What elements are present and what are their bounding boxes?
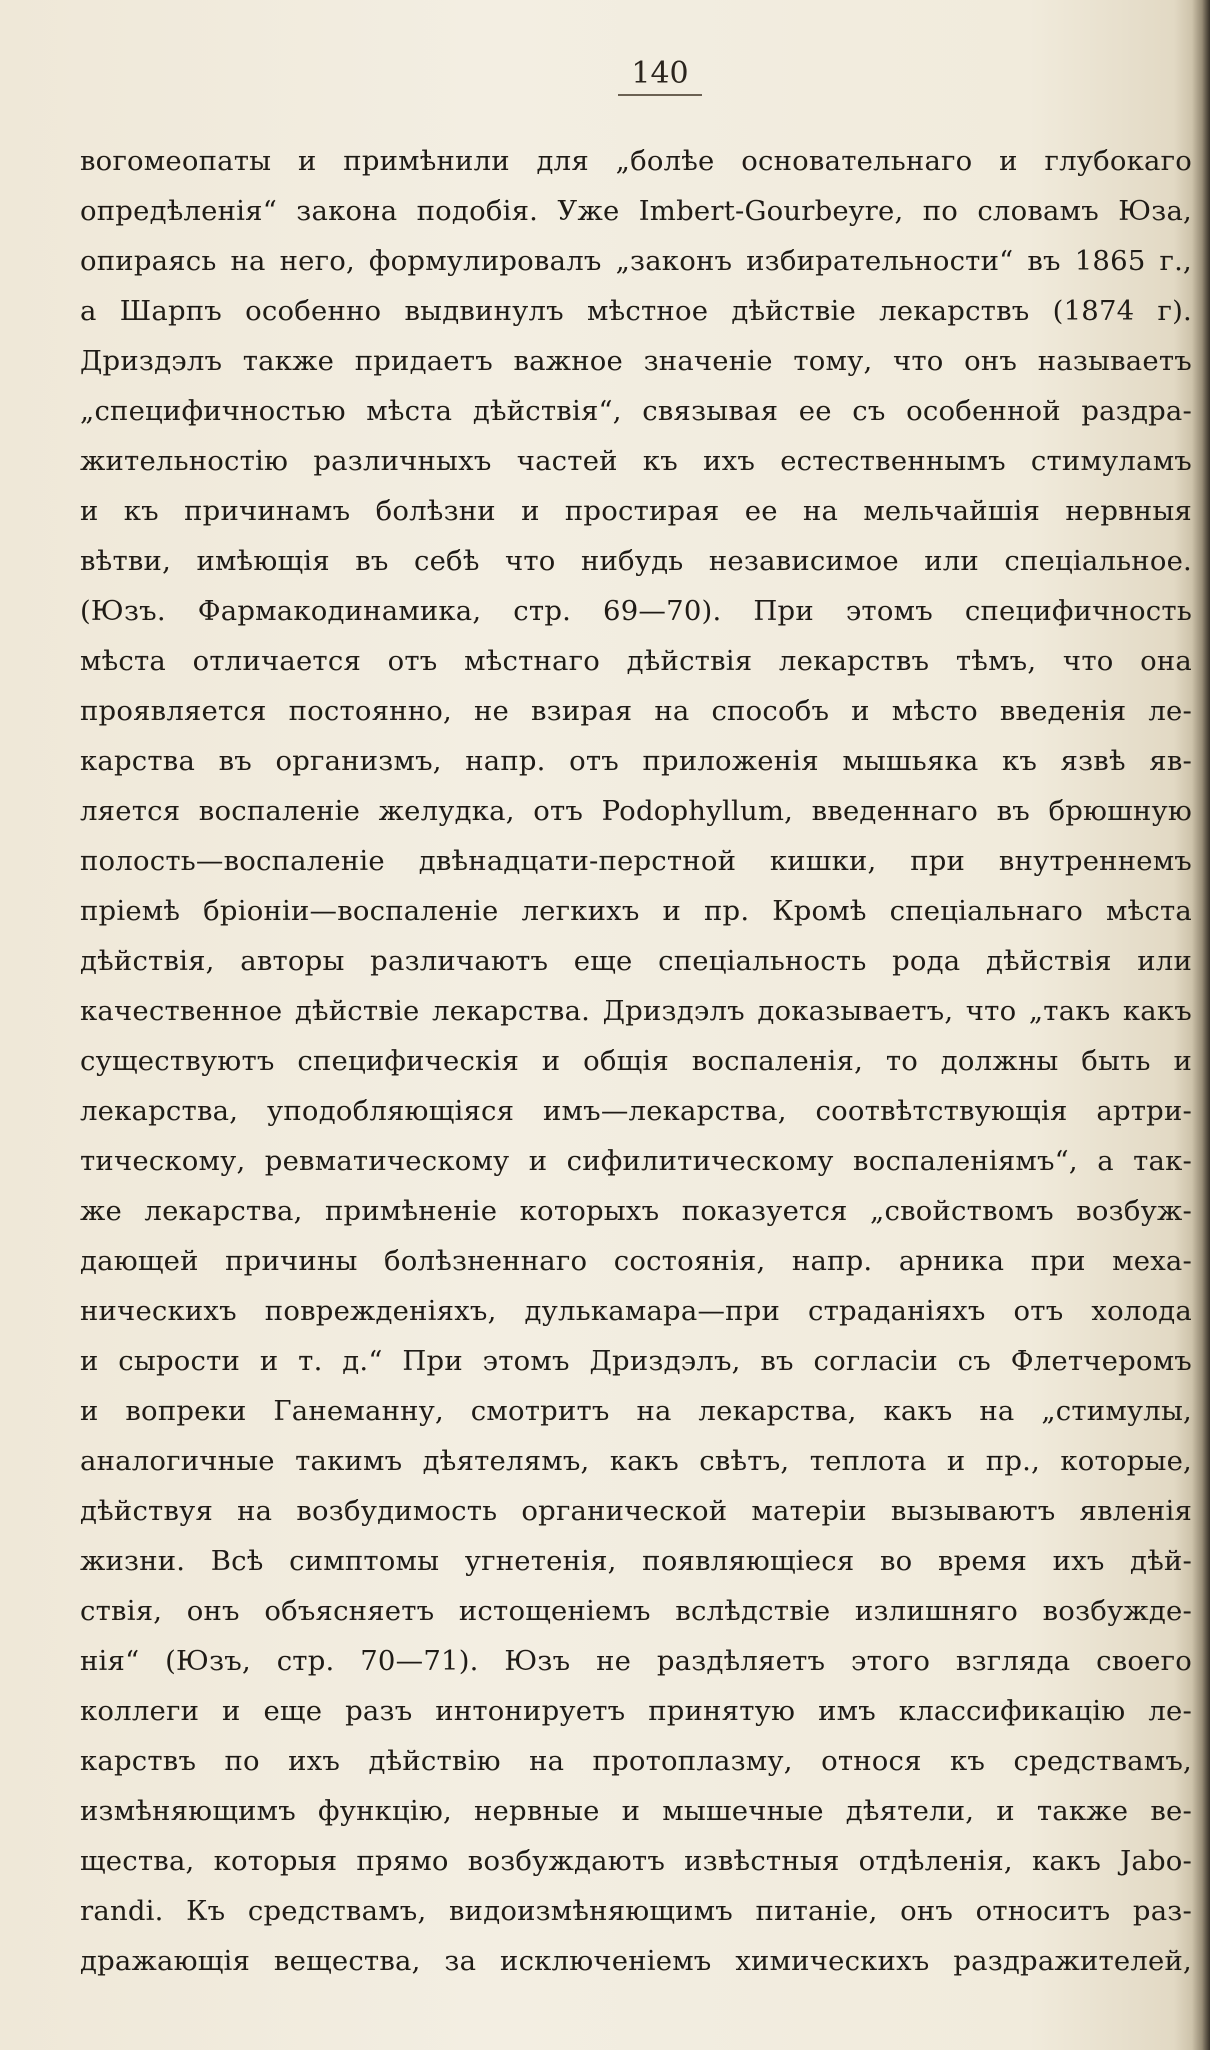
text-line: randi. Къ средствамъ, видоизмѣняющимъ питаніе, онъ относитъ раз- [80,1895,1192,1927]
text-line: пріемѣ бріоніи—воспаленіе легкихъ и пр. Кромѣ спеціальнаго мѣста [80,895,1192,927]
text-line: жительностію различныхъ частей къ ихъ естественнымъ стимуламъ [80,445,1192,477]
text-line: и вопреки Ганеманну, смотритъ на лекарства, какъ на „стимулы, [80,1395,1192,1427]
binding-shadow [1192,0,1210,2050]
text-line: карства въ организмъ, напр. отъ приложенія мышьяка къ язвѣ яв- [80,745,1192,777]
text-line: дѣйствія, авторы различаютъ еще спеціальность рода дѣйствія или [80,945,1192,977]
text-line: жизни. Всѣ симптомы угнетенія, появляющіеся во время ихъ дѣй- [80,1545,1192,1577]
text-line: же лекарства, примѣненіе которыхъ показуется „свойствомъ возбуж- [80,1195,1192,1227]
text-line: аналогичные такимъ дѣятелямъ, какъ свѣтъ, теплота и пр., которые, [80,1445,1192,1477]
text-line: дающей причины болѣзненнаго состоянія, напр. арника при меха- [80,1245,1192,1277]
text-line: мѣста отличается отъ мѣстнаго дѣйствія лекарствъ тѣмъ, что она [80,645,1192,677]
text-line: вогомеопаты и примѣнили для „болѣе основательнаго и глубокаго [80,145,1192,177]
text-line: существуютъ специфическія и общія воспаленія, то должны быть и [80,1045,1192,1077]
page-number-rule [618,94,702,96]
text-line: „специфичностью мѣста дѣйствія“, связывая ее съ особенной раздра- [80,395,1192,427]
text-line: дражающія вещества, за исключеніемъ химическихъ раздражителей, [80,1945,1192,1977]
text-line: и сырости и т. д.“ При этомъ Дриздэлъ, въ согласіи съ Флетчеромъ [80,1345,1192,1377]
text-line: измѣняющимъ функцію, нервные и мышечные дѣятели, и также ве- [80,1795,1192,1827]
text-line: дѣйствуя на возбудимость органической матеріи вызываютъ явленія [80,1495,1192,1527]
text-line: нія“ (Юзъ, стр. 70—71). Юзъ не раздѣляетъ этого взгляда своего [80,1645,1192,1677]
text-line: коллеги и еще разъ интонируетъ принятую имъ классификацію ле- [80,1695,1192,1727]
text-line: (Юзъ. Фармакодинамика, стр. 69—70). При этомъ специфичность [80,595,1192,627]
text-line: ническихъ поврежденіяхъ, дулькамара—при страданіяхъ отъ холода [80,1295,1192,1327]
page-number: 140 [631,56,689,91]
text-line: полость—воспаленіе двѣнадцати-перстной кишки, при внутреннемъ [80,845,1192,877]
body-text [80,136,1192,1986]
text-line: карствъ по ихъ дѣйствію на протоплазму, относя къ средствамъ, [80,1745,1192,1777]
text-line: ляется воспаленіе желудка, отъ Podophyllum, введеннаго въ брюшную [80,795,1192,827]
text-line: лекарства, уподобляющіяся имъ—лекарства, соотвѣтствующія артри- [80,1095,1192,1127]
text-line: а Шарпъ особенно выдвинулъ мѣстное дѣйствіе лекарствъ (1874 г). [80,295,1192,327]
text-line: опредѣленія“ закона подобія. Уже Imbert-Gourbeyre, по словамъ Юза, [80,195,1192,227]
text-line: качественное дѣйствіе лекарства. Дриздэлъ доказываетъ, что „такъ какъ [80,995,1192,1027]
text-line: щества, которыя прямо возбуждаютъ извѣстныя отдѣленія, какъ Jabo- [80,1845,1192,1877]
text-line: тическому, ревматическому и сифилитическому воспаленіямъ“, а так- [80,1145,1192,1177]
text-line: проявляется постоянно, не взирая на способъ и мѣсто введенія ле- [80,695,1192,727]
text-line: опираясь на него, формулировалъ „законъ избирательности“ въ 1865 г., [80,245,1192,277]
text-line: вѣтви, имѣющія въ себѣ что нибудь независимое или спеціальное. [80,545,1192,577]
text-line: ствія, онъ объясняетъ истощеніемъ вслѣдствіе излишняго возбужде- [80,1595,1192,1627]
text-line: Дриздэлъ также придаетъ важное значеніе тому, что онъ называетъ [80,345,1192,377]
text-line: и къ причинамъ болѣзни и простирая ее на мельчайшія нервныя [80,495,1192,527]
